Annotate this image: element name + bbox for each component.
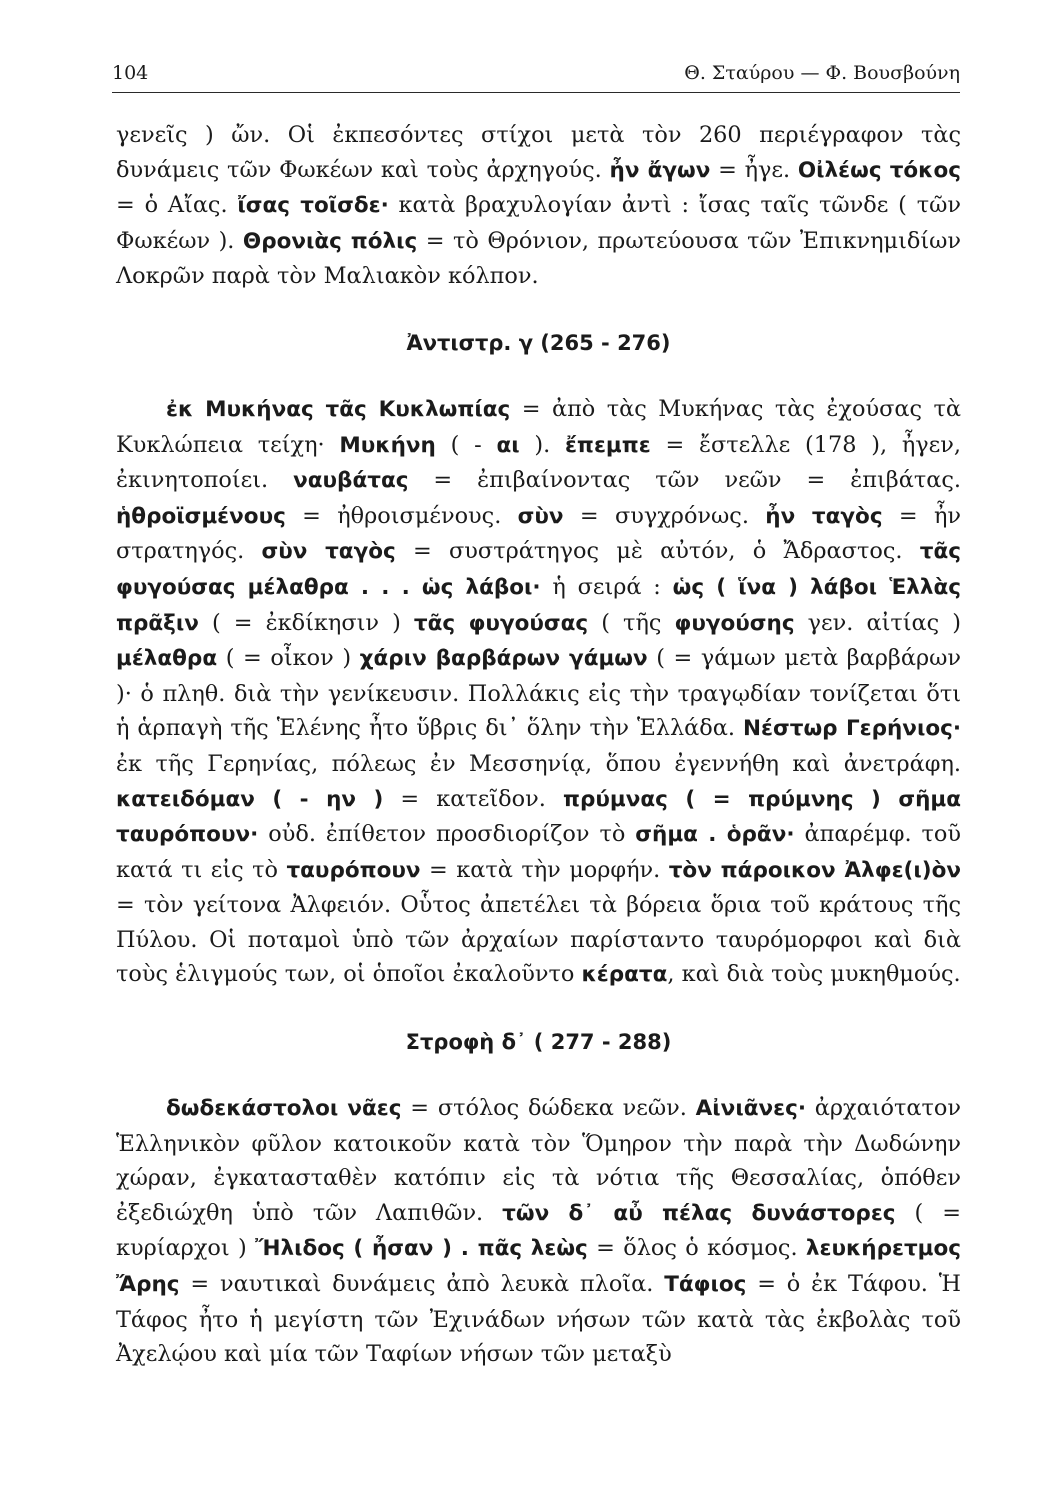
lemma: τᾶς φυγούσας μέλαθρα . . . ὡς λάβοι· [116, 539, 961, 600]
text-run: = ὁ ἐκ Τάφου. Ἡ Τάφος ἦτο ἡ μεγίστη τῶν Ἐχινάδων νήσων τῶν κατὰ τὰς ἐκβολὰς τοῦ Ἀχελῴου καὶ μία τῶν Ταφίων νήσων τῶν μεταξὺ [116, 1271, 961, 1368]
text-run: ( - [435, 431, 497, 458]
text-run: = ὁ Αἴας. [116, 192, 238, 219]
section-heading-antistrophe: Ἀντιστρ. γ (265 - 276) [406, 330, 671, 355]
commentary-paragraph-1 [116, 118, 961, 294]
text-run: ἐκ τῆς Γερηνίας, πόλεως ἐν Μεσσηνίᾳ, ὅπου ἐγεννήθη καὶ ἀνετράφη. [116, 750, 961, 777]
lemma: ἡθροϊσμένους [116, 503, 286, 529]
text-run: , καὶ διὰ τοὺς μυκηθμούς. [667, 961, 961, 988]
page-number: 104 [112, 62, 149, 84]
lemma: ἦν ταγὸς [765, 503, 883, 529]
section-heading-strophe: Στροφὴ δ᾽ ( 277 - 288) [405, 1030, 672, 1055]
text-run: γεν. αἰτίας ) [794, 609, 962, 636]
text-run: γενεῖς ) ὤν. Οἱ ἐκπεσόντες στίχοι μετὰ τὸν 260 περιέγραφον τὰς δυνάμεις τῶν Φωκέων καὶ τοὺς ἀρχηγούς. [116, 122, 961, 183]
page-body [116, 118, 961, 1372]
text-run: ἀπαρέμφ. τοῦ κατά τι εἰς τὸ [116, 821, 962, 883]
lemma: Νέστωρ Γερήνιος· [743, 716, 962, 742]
lemma: ἦν ἄγων [609, 157, 711, 183]
lemma: ἐκ Μυκήνας τᾶς Κυκλωπίας [166, 396, 511, 422]
lemma: Ἤλιδος ( ἦσαν ) . πᾶς λεὼς [255, 1236, 588, 1262]
text-run: = ναυτικαὶ δυνάμεις ἀπὸ λευκὰ πλοῖα. [179, 1271, 665, 1298]
lemma: Τάφιος [664, 1272, 747, 1298]
lemma: σὺν [517, 503, 564, 529]
lemma: δωδεκάστολοι νᾶες [166, 1096, 402, 1122]
lemma: φυγούσης [674, 610, 795, 636]
text-run: ( = οἶκον ) [217, 645, 360, 672]
lemma: ἴσας τοῖσδε· [237, 193, 389, 219]
lemma: λευκήρετμος Ἄρης [116, 1236, 962, 1298]
lemma: ἔπεμπε [564, 432, 651, 458]
commentary-paragraph-3 [116, 1091, 961, 1372]
text-run: = κατὰ τὴν μορφήν. [420, 856, 669, 883]
lemma: τᾶς φυγούσας [413, 610, 589, 636]
text-run: ἡ σειρά : [540, 573, 673, 600]
lemma: Οἰλέως τόκος [797, 157, 961, 183]
commentary-paragraph-2 [116, 392, 961, 993]
text-run: ( = γάμων μετὰ βαρβάρων )· ὁ πληθ. διὰ τὴν γενίκευσιν. Πολλάκις εἰς τὴν τραγῳδίαν τονίζεται ὅτι ἡ ἁρπαγὴ τῆς Ἑλένης ἦτο ὕβρις δι᾽ ὅλην τὴν Ἑλλάδα. [116, 645, 962, 742]
lemma: τῶν δ᾽ αὖ πέλας δυνάστορες [502, 1200, 896, 1226]
lemma: κέρατα [581, 962, 668, 988]
text-run: = ὅλος ὁ κόσμος. [587, 1235, 806, 1262]
text-run: = ἀπὸ τὰς Μυκήνας τὰς ἐχούσας τὰ Κυκλώπεια τείχη· [116, 395, 961, 458]
text-run: = ἠθροισμένους. [285, 502, 518, 529]
lemma: αι [496, 432, 520, 458]
text-run: = συστράτηγος μὲ αὐτόν, ὁ Ἄδραστος. [395, 538, 920, 565]
lemma: χάριν βαρβάρων γάμων [359, 646, 648, 672]
lemma: ναυβάτας [293, 468, 409, 494]
text-run: ( = κυρίαρχοι ) [116, 1199, 961, 1262]
text-run: = ἔστελλε (178 ), ἦγεν, ἐκινητοποίει. [116, 431, 961, 494]
text-run: ( τῆς [588, 609, 675, 636]
text-run: οὐδ. ἐπίθετον προσδιορίζον τὸ [258, 821, 636, 848]
text-run: = τὸ Θρόνιον, πρωτεύουσα τῶν Ἐπικνημιδίων Λοκρῶν παρὰ τὸν Μαλιακὸν κόλπον. [116, 227, 961, 290]
text-run: = συγχρόνως. [563, 502, 766, 529]
lemma: κατειδόμαν ( - ην ) [116, 786, 384, 812]
text-run: ( = ἐκδίκησιν ) [198, 609, 414, 636]
running-head: Θ. Σταύρου — Φ. Βουσβούνη [684, 62, 960, 84]
lemma: ταυρόπουν [286, 857, 421, 883]
lemma: ὡς ( ἵνα ) λάβοι Ἑλλὰς πρᾶξιν [116, 574, 962, 636]
lemma: σῆμα . ὁρᾶν· [635, 822, 795, 848]
lemma: τὸν πάροικον Ἀλφε(ι)ὸν [668, 857, 961, 883]
text-run: = ἦγε. [710, 156, 798, 183]
text-run: = κατεῖδον. [383, 785, 563, 812]
lemma: σὺν ταγὸς [261, 539, 396, 565]
text-run: = ἐπιβαίνοντας τῶν νεῶν = ἐπιβάτας. [408, 467, 961, 494]
text-run: = στόλος δώδεκα νεῶν. [401, 1095, 696, 1122]
lemma: μέλαθρα [116, 646, 218, 672]
lemma: Μυκήνη [339, 432, 436, 458]
lemma: Θρονιὰς πόλις [242, 228, 418, 254]
lemma: πρύμνας ( = πρύμνης ) σῆμα ταυρόπουν· [116, 786, 961, 848]
lemma: Αἰνιᾶνες· [695, 1096, 806, 1122]
text-run: ). [519, 431, 565, 458]
page-header [112, 52, 960, 88]
text-run: = ἦν στρατηγός. [116, 502, 961, 565]
text-run: ἀρχαιότατον Ἑλληνικὸν φῦλον κατοικοῦν κατὰ τὸν Ὅμηρον τὴν παρὰ τὴν Δωδώνην χώραν, ἐγκατασταθὲν κατόπιν εἰς τὰ νότια τῆς Θεσσαλίας, ὁπόθεν ἐξεδιώχθη ὑπὸ τῶν Λαπιθῶν. [116, 1095, 961, 1226]
header-rule [112, 92, 960, 93]
text-run: = τὸν γείτονα Ἀλφειόν. Οὗτος ἀπετέλει τὰ βόρεια ὅρια τοῦ κράτους τῆς Πύλου. Οἱ ποταμοὶ ὑπὸ τῶν ἀρχαίων παρίσταντο ταυρόμορφοι καὶ διὰ τοὺς ἑλιγμούς των, οἱ ὁποῖοι ἐκαλοῦντο [116, 892, 961, 988]
text-run: κατὰ βραχυλογίαν ἀντὶ : ἴσας ταῖς τῶνδε ( τῶν Φωκέων ). [116, 192, 961, 254]
